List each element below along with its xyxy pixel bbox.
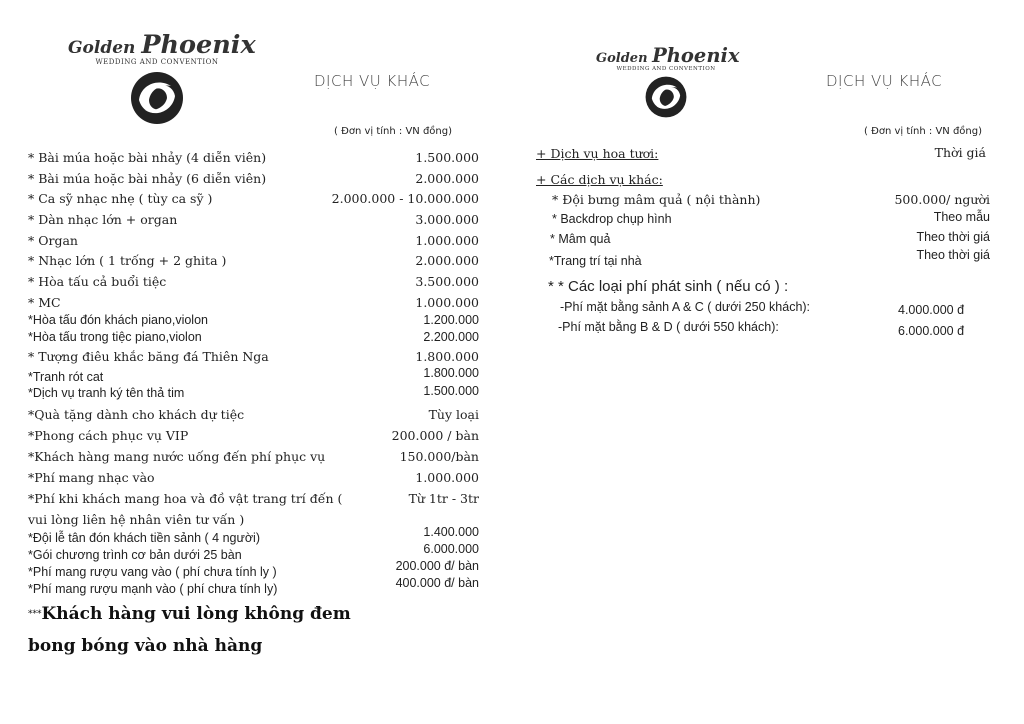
service-row-label: *Phí khi khách mang hoa và đồ vật trang trí đến ( [28,491,343,506]
service-row-label: *Phong cách phục vụ VIP [28,428,189,443]
page-title-right: DỊCH VỤ KHÁC [826,72,943,90]
other-service-row-price: Theo mẫu [933,210,990,224]
service-row-label: *Phí mang nhạc vào [28,470,155,485]
service-row-label: * Bài múa hoặc bài nhảy (4 diễn viên) [28,150,267,165]
service-row-label: *Đội lễ tân đón khách tiền sảnh ( 4 người) [28,531,260,545]
service-row-label: * Bài múa hoặc bài nhảy (6 diễn viên) [28,171,267,186]
service-row-label: * Tượng điêu khắc băng đá Thiên Nga [28,349,269,364]
service-row-price: 1.200.000 [423,313,479,327]
flower-service-price: Thời giá [934,145,986,160]
fees-header: * * Các loại phí phát sinh ( nếu có ) : [548,278,789,295]
service-row-label: * Nhạc lớn ( 1 trống + 2 ghita ) [28,253,227,268]
other-service-row-label: * Backdrop chụp hình [552,212,672,226]
service-row-label: *Khách hàng mang nước uống đến phí phục vụ [28,449,326,464]
balloon-notice-line1 [28,604,351,624]
service-row-price: 200.000 / bàn [391,428,479,443]
other-service-row-price: Theo thời giá [916,248,990,262]
unit-note-left: ( Đơn vị tính : VN đồng) [334,126,452,137]
other-service-row-price: 500.000/ người [894,192,990,207]
logo-brand-phoenix: Phoenix [652,44,740,67]
service-row-price: 1.000.000 [415,470,479,485]
fee-row-label: -Phí mặt bằng B & D ( dưới 550 khách): [558,320,779,334]
service-row-price: 1.000.000 [415,295,479,310]
service-row-price: Từ 1tr - 3tr [408,491,479,506]
service-row-price: 1.000.000 [415,233,479,248]
other-services-header: + Các dịch vụ khác: [536,172,663,187]
service-row-label: * MC [28,295,61,310]
phoenix-emblem-icon [644,75,688,119]
service-row-price: Tùy loại [428,407,479,422]
service-row-label: * Ca sỹ nhạc nhẹ ( tùy ca sỹ ) [28,191,213,206]
service-row-label: *Gói chương trình cơ bản dưới 25 bàn [28,548,242,562]
service-row-price: 3.500.000 [415,274,479,289]
logo-subtitle: WEDDING AND CONVENTION [616,66,716,72]
balloon-notice-line2: bong bóng vào nhà hàng [28,636,263,656]
service-row-label: *Phí mang rượu vang vào ( phí chưa tính ly ) [28,565,277,579]
other-service-row-price: Theo thời giá [916,230,990,244]
service-row-price: 2.000.000 [415,253,479,268]
service-row-label: *Hòa tấu trong tiệc piano,violon [28,330,202,344]
logo-subtitle: WEDDING AND CONVENTION [95,58,219,66]
service-row-label: * Organ [28,233,78,248]
service-row-price: 200.000 đ/ bàn [395,559,479,573]
notice-text-1: Khách hàng vui lòng không đem [41,604,351,624]
service-row-label: *Dịch vụ tranh ký tên thả tim [28,386,185,400]
logo-brand-phoenix: Phoenix [141,30,256,60]
service-row-label: *Tranh rót cat [28,370,104,384]
service-row-price: 1.500.000 [423,384,479,398]
service-row-price: 3.000.000 [415,212,479,227]
service-row-price: 1.500.000 [415,150,479,165]
logo-right [596,44,740,119]
logo-brand-golden: Golden [596,51,648,66]
logo-brand-golden: Golden [68,38,136,58]
service-row-label: *Quà tặng dành cho khách dự tiệc [28,407,245,422]
service-row-price: 2.000.000 - 10.000.000 [331,191,479,206]
service-row-price: 1.800.000 [415,349,479,364]
flower-service-label: + Dịch vụ hoa tươi: [536,146,659,161]
phoenix-emblem-icon [129,70,185,126]
fee-row-price: 6.000.000 đ [898,324,965,338]
other-service-row-label: * Mâm quả [550,232,611,246]
service-row-price: 400.000 đ/ bàn [395,576,479,590]
other-service-row-label: * Đội bưng mâm quả ( nội thành) [552,192,761,207]
service-row-label: *Phí mang rượu mạnh vào ( phí chưa tính ly) [28,582,278,596]
unit-note-right: ( Đơn vị tính : VN đồng) [864,126,982,137]
other-service-row-label: *Trang trí tại nhà [549,254,642,268]
service-row-price: 6.000.000 [423,542,479,556]
fee-row-label: -Phí mặt bằng sảnh A & C ( dưới 250 khách): [560,300,811,314]
service-row-label: * Hòa tấu cả buổi tiệc [28,274,167,289]
service-row-price: 2.000.000 [415,171,479,186]
service-row-price: 1.400.000 [423,525,479,539]
service-row-price: 1.800.000 [423,366,479,380]
logo-left [68,30,256,126]
service-row-label: vui lòng liên hệ nhân viên tư vấn ) [28,512,245,527]
fee-row-price: 4.000.000 đ [898,303,965,317]
service-row-price: 150.000/bàn [399,449,479,464]
notice-stars: *** [28,609,42,620]
page-title-left: DỊCH VỤ KHÁC [314,72,431,90]
service-row-label: *Hòa tấu đón khách piano,violon [28,313,208,327]
service-row-label: * Dàn nhạc lớn + organ [28,212,178,227]
service-row-price: 2.200.000 [423,330,479,344]
